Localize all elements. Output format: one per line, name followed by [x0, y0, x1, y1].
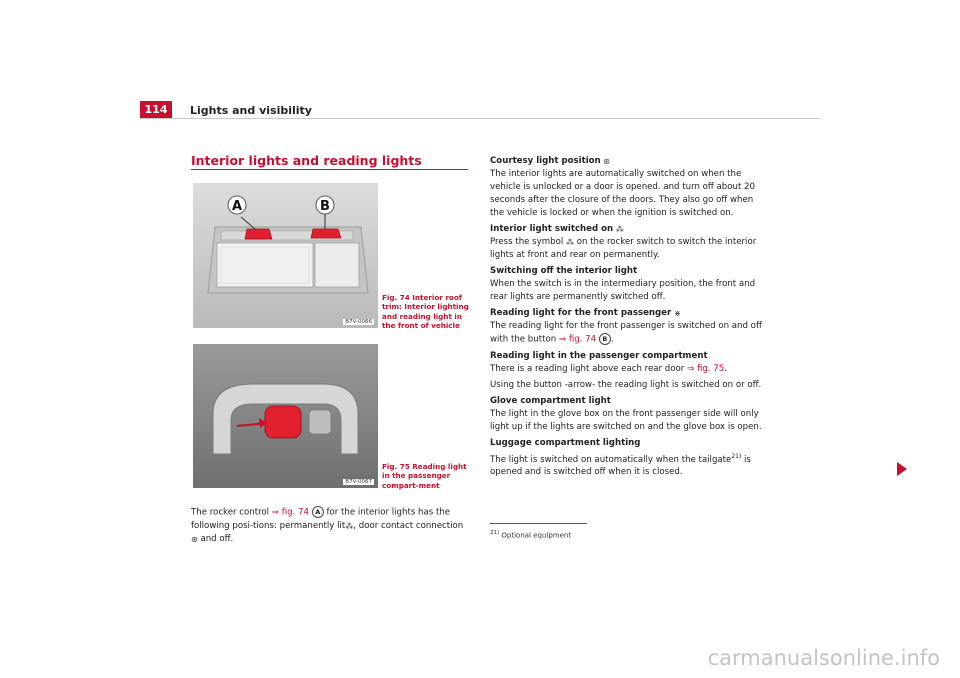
left-text-1: The rocker control: [191, 507, 270, 518]
interior-light-on-icon: ⁂: [615, 225, 624, 234]
text-reading-button: Using the button -arrow- the reading light is switched on or off.: [490, 379, 762, 390]
heading-luggage-compartment: Luggage compartment lighting: [490, 437, 641, 448]
footnote-marker-21: 21): [731, 452, 742, 460]
figure-74-label-a: A: [231, 199, 243, 214]
section-divider: [191, 169, 468, 170]
heading-switching-off: Switching off the interior light: [490, 266, 638, 276]
header-divider: [140, 118, 820, 119]
left-text-2: for the interior lights has the following posi-tions: permanently lit: [191, 507, 451, 531]
figure-74-caption: Fig. 74 Interior roof trim: Interior lighting and reading light in the front of vehicle: [382, 293, 469, 330]
left-text-3: , door contact connection: [353, 520, 464, 531]
figure-75-code: B7V-0067: [345, 479, 372, 485]
heading-reading-light-passenger: Reading light in the passenger compartment: [490, 350, 708, 361]
left-column-text: [191, 506, 471, 546]
interior-light-on-icon: ⁂: [345, 521, 354, 531]
text-reading-light-passenger: There is a reading light above each rear door: [490, 363, 685, 374]
figure-75-caption: Fig. 75 Reading light in the passenger compart-ment: [382, 462, 467, 490]
next-page-arrow-icon[interactable]: [897, 462, 907, 476]
interior-light-on-icon: ⁂: [565, 238, 574, 247]
door-contact-icon: ⊛: [191, 534, 198, 544]
text-period-1: .: [610, 334, 614, 345]
text-glove-compartment: The light in the glove box on the front passenger side will only light up if the lights are switched on and the glove box is open.: [490, 408, 762, 432]
left-text-4: and off.: [200, 533, 234, 544]
fig-75-reference[interactable]: ⇒ fig. 75: [687, 363, 725, 374]
fig-74-reference[interactable]: ⇒ fig. 74: [271, 507, 309, 518]
figure-74-code: B7V-0066: [345, 319, 372, 325]
section-title: Interior lights and reading lights: [191, 153, 422, 168]
text-luggage-2: is opened and is switched off when it is closed.: [490, 454, 751, 478]
watermark: carmanualsonline.info: [707, 646, 940, 670]
text-courtesy-light: The interior lights are automatically switched on when the vehicle is unlocked or a door is opened. and turn off about 20 seconds after the closure of the doors. They also go off when the vehicle is locked or when the ignition is switched on.: [490, 169, 755, 218]
heading-interior-light-on: Interior light switched on: [490, 224, 614, 234]
text-interior-light-on-2: on the rocker switch to switch the interior lights at front and rear on permanently.: [490, 237, 757, 260]
fig-74-reference-2[interactable]: ⇒ fig. 74: [558, 334, 597, 345]
heading-courtesy-light: Courtesy light position: [490, 156, 601, 166]
door-contact-icon: ⊛: [603, 157, 611, 166]
footnote-text: Optional equipment: [501, 531, 572, 540]
figure-74-label-b: B: [320, 199, 330, 214]
text-interior-light-on-1: Press the symbol: [490, 237, 564, 247]
footnote-divider: [490, 523, 587, 524]
page-number: 114: [140, 101, 172, 119]
footnote-number: 21): [490, 530, 500, 536]
text-period-2: .: [724, 363, 727, 374]
figure-74-image: [193, 183, 378, 328]
badge-a: A: [312, 506, 324, 518]
badge-b: B: [599, 333, 611, 345]
text-switching-off: When the switch is in the intermediary position, the front and rear lights are permanently switched off.: [490, 279, 756, 302]
right-column-text: [490, 155, 768, 479]
heading-reading-light-front: Reading light for the front passenger: [490, 308, 672, 318]
figure-75-image: [193, 344, 378, 488]
heading-glove-compartment: Glove compartment light: [490, 395, 611, 406]
running-title: Lights and visibility: [190, 104, 312, 117]
reading-light-icon: ⋇: [673, 309, 681, 318]
text-reading-light-front: The reading light for the front passenger is switched on and off with the button: [490, 321, 762, 345]
footnote: [490, 530, 571, 539]
text-luggage-1: The light is switched on automatically when the tailgate: [490, 454, 732, 465]
